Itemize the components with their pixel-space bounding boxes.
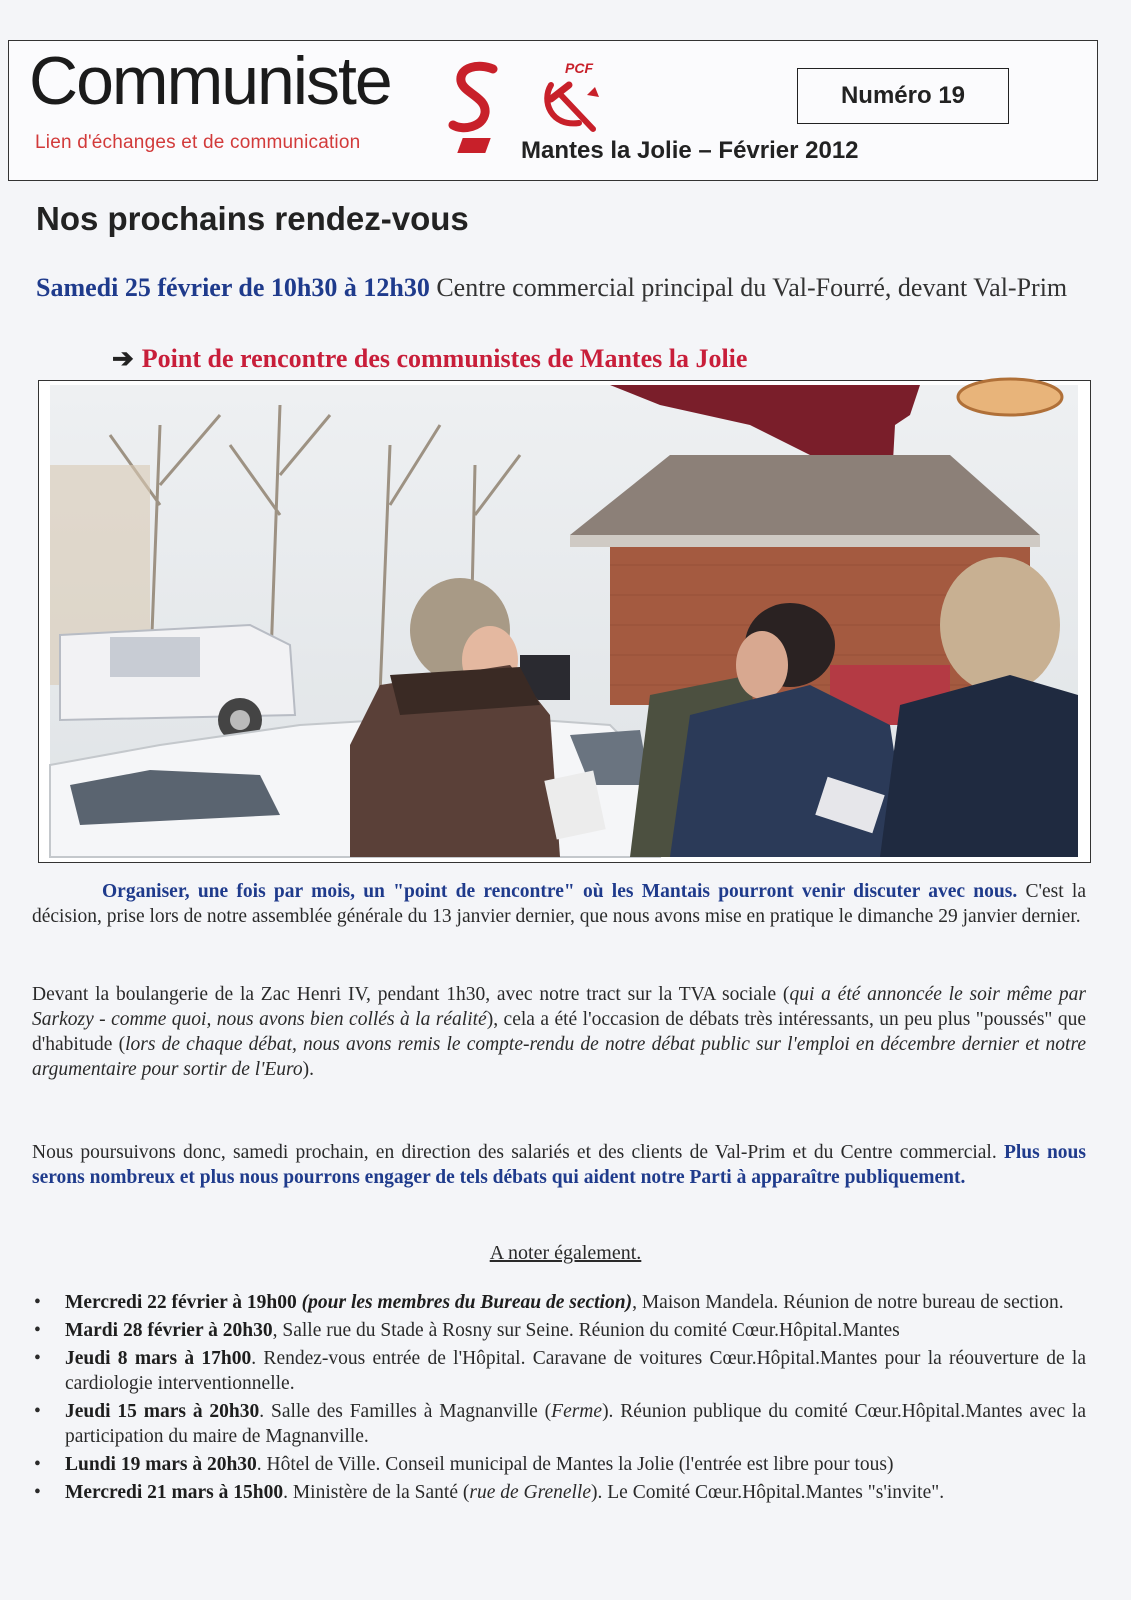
pcf-logo-text: PCF	[565, 60, 593, 76]
agenda-date: Mercredi 21 mars à 15h00	[65, 1482, 284, 1503]
newsletter-header	[8, 40, 1098, 181]
event-location: Centre commercial principal du Val-Fourré, devant Val-Prim	[436, 273, 1068, 302]
brand-title: Communiste	[29, 43, 391, 119]
tagline-red-bar	[457, 138, 490, 153]
paragraph-3	[32, 1140, 1086, 1190]
agenda-note: Ferme	[551, 1401, 603, 1422]
brand-tail-letter: s	[449, 48, 456, 65]
agenda-list	[32, 1290, 1086, 1508]
paragraph-1-rest: C'est la décision, prise lors de notre assemblée générale du 13 janvier dernier, que nous avons mise en pratique le dimanche 29 janvier dernier.	[32, 881, 1086, 927]
meeting-point-line	[112, 344, 747, 374]
brand-red-s-logo	[449, 48, 501, 139]
agenda-note: rue de Grenelle	[469, 1482, 592, 1503]
agenda-text: . Salle des Familles à Magnanville (	[259, 1401, 552, 1422]
main-event	[36, 271, 1096, 305]
paragraph-2-part-c: ), cela a été l'occasion de débats très intéressants, un peu plus "poussés" que d'habitude (	[32, 1009, 1086, 1055]
street-meeting-photo	[50, 385, 1078, 857]
agenda-text: ). Réunion publique du comité Cœur.Hôpital.Mantes avec la participation du maire de Magnanville.	[65, 1401, 1086, 1447]
note-title: A noter également.	[489, 1242, 642, 1264]
agenda-note: (pour les membres du Bureau de section)	[301, 1292, 633, 1313]
agenda-text: . Rendez-vous entrée de l'Hôpital. Caravane de voitures Cœur.Hôpital.Mantes pour la réouverture de la cardiologie interventionnelle.	[65, 1348, 1086, 1394]
list-item	[32, 1318, 1086, 1343]
agenda-date: Mercredi 22 février à 19h00	[65, 1292, 297, 1313]
place-date: Mantes la Jolie – Février 2012	[521, 137, 859, 164]
list-item	[32, 1480, 1086, 1505]
event-date-time: Samedi 25 février de 10h30 à 12h30	[36, 273, 430, 302]
agenda-date: Jeudi 15 mars à 20h30	[65, 1401, 260, 1422]
section-title: Nos prochains rendez-vous	[36, 200, 469, 237]
paragraph-2-italic-a: qui a été annoncée le soir même par Sarkozy - comme quoi, nous avons bien collés à la réalité	[32, 984, 1086, 1030]
paragraph-1	[32, 879, 1086, 929]
meeting-point-text: Point de rencontre des communistes de Mantes la Jolie	[141, 344, 748, 373]
paragraph-2	[32, 982, 1086, 1082]
agenda-text: , Salle rue du Stade à Rosny sur Seine. Réunion du comité Cœur.Hôpital.Mantes	[272, 1320, 900, 1341]
bullet: •	[34, 1401, 41, 1422]
agenda-text: , Maison Mandela. Réunion de notre bureau de section.	[632, 1292, 1064, 1313]
paragraph-2-part-a: Devant la boulangerie de la Zac Henri IV, pendant 1h30, avec notre tract sur la TVA sociale (	[32, 984, 790, 1005]
list-item	[32, 1290, 1086, 1315]
agenda-text: ). Le Comité Cœur.Hôpital.Mantes "s'invite".	[591, 1482, 945, 1503]
list-item	[32, 1399, 1086, 1449]
agenda-text: . Ministère de la Santé (	[283, 1482, 470, 1503]
agenda-text: . Hôtel de Ville. Conseil municipal de Mantes la Jolie (l'entrée est libre pour tous)	[256, 1454, 894, 1475]
paragraph-2-part-e: ).	[302, 1059, 315, 1080]
photo-frame	[38, 380, 1091, 863]
agenda-date: Lundi 19 mars à 20h30	[65, 1454, 257, 1475]
tagline: Lien d'échanges et de communication	[35, 132, 361, 153]
paragraph-3-text: Nous poursuivons donc, samedi prochain, en direction des salariés et des clients de Val-Prim et du Centre commercial.	[32, 1142, 997, 1163]
list-item	[32, 1452, 1086, 1477]
bullet: •	[34, 1292, 41, 1313]
paragraph-3-bold: Plus nous serons nombreux et plus nous pourrons engager de tels débats qui aident notre Parti à apparaître publiquement.	[32, 1142, 1086, 1188]
paragraph-2-italic-b: lors de chaque débat, nous avons remis le compte-rendu de notre débat public sur l'emploi en décembre dernier et notre argumentaire pour sortir de l'Euro	[32, 1034, 1086, 1080]
bullet: •	[34, 1348, 41, 1369]
agenda-date: Mardi 28 février à 20h30	[65, 1320, 273, 1341]
pcf-hammer-sickle-icon	[537, 57, 607, 137]
bullet: •	[34, 1454, 41, 1475]
list-item	[32, 1346, 1086, 1396]
bullet: •	[34, 1320, 41, 1341]
agenda-date: Jeudi 8 mars à 17h00	[65, 1348, 252, 1369]
issue-number-box: Numéro 19	[797, 68, 1009, 124]
paragraph-1-lead: Organiser, une fois par mois, un "point de rencontre" où les Mantais pourront venir discuter avec nous.	[102, 881, 1018, 902]
right-arrow-icon: ➔	[112, 344, 134, 373]
bullet: •	[34, 1482, 41, 1503]
